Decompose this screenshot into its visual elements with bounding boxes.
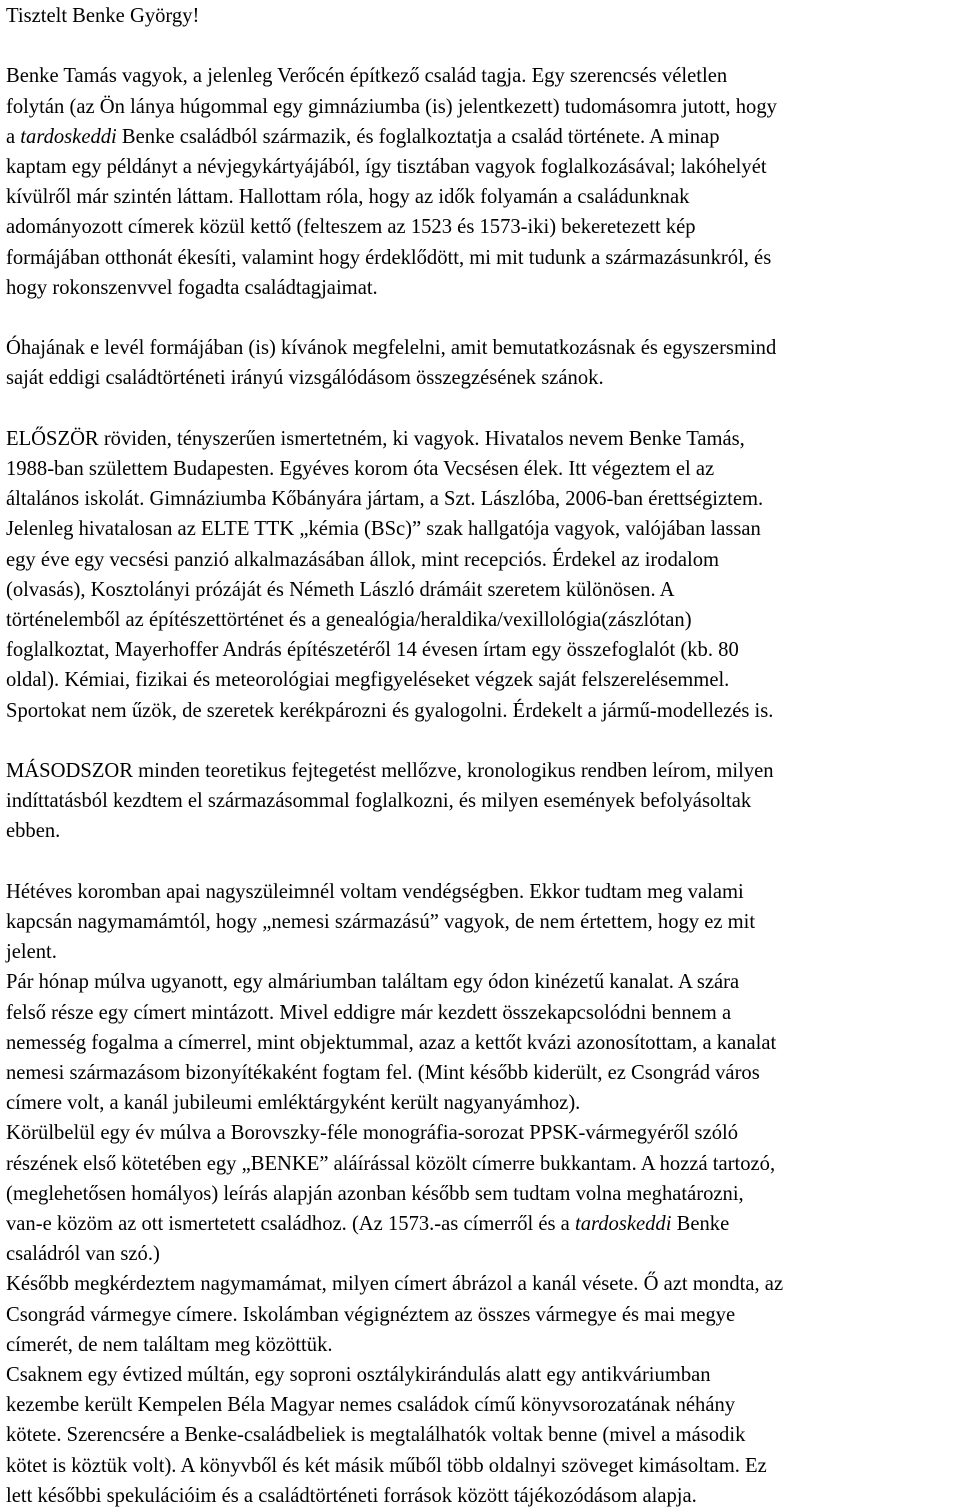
text-line: formájában otthonát ékesíti, valamint hogy érdeklődött, mi mit tudunk a származásunkról, és <box>6 246 772 269</box>
text-line: Körülbelül egy év múlva a Borovszky-féle monográfia-sorozat PPSK-vármegyéről szóló <box>6 1122 739 1145</box>
text-line: 1988-ban születtem Budapesten. Egyéves korom óta Vecsésen élek. Itt végeztem el az <box>6 458 715 480</box>
text-run: a <box>6 125 21 148</box>
text-line: címerét, de nem találtam meg közöttük. <box>6 1333 333 1356</box>
text-line: egy éve egy vecsési panzió alkalmazásában állok, mint recepciós. Érdekel az irodalom <box>6 548 720 571</box>
text-line: jelent. <box>6 941 57 964</box>
text-line: felső része egy címert mintázott. Mivel eddigre már kezdett összekapcsolódni bennem a <box>6 1001 732 1024</box>
text-line: kezembe került Kempelen Béla Magyar nemes családok című könyvsorozatának néhány <box>6 1394 736 1417</box>
paragraph-purpose <box>6 333 956 393</box>
text-line: ebben. <box>6 820 61 843</box>
text-run: Benke családból származik, és foglalkoztatja a család története. A minap <box>116 125 720 148</box>
paragraph-chronology <box>6 877 956 1511</box>
text-line: kaptam egy példányt a névjegykártyájából, így tisztában vagyok foglalkozásával; lakóhelyét <box>6 156 767 178</box>
text-line: (olvasás), Kosztolányi prózáját és Németh László drámáit szeretem különösen. A <box>6 578 675 601</box>
text-line: történelemből az építészettörténet és a genealógia/heraldika/vexillológia(zászlótan) <box>6 609 692 632</box>
text-line: Pár hónap múlva ugyanott, egy almáriumban találtam egy ódon kinézetű kanalat. A szára <box>6 971 740 994</box>
text-line: Csongrád vármegye címere. Iskolámban végignéztem az összes vármegye és mai megye <box>6 1303 736 1326</box>
text-line: folytán (az Ön lánya húgommal egy gimnáziumba (is) jelentkezett) tudomásomra jutott, hogy <box>6 95 777 118</box>
paragraph-introduction <box>6 61 956 303</box>
text-line: kívülről már szintén láttam. Hallottam róla, hogy az idők folyamán a családunknak <box>6 186 690 209</box>
text-line: Sportokat nem űzök, de szeretek kerékpározni és gyalogolni. Érdekelt a jármű-modellezés is. <box>6 699 774 722</box>
paragraph-gap <box>6 726 956 756</box>
text-line: Óhajának e levél formájában (is) kívánok megfelelni, amit bemutatkozásnak és egyszersmind <box>6 337 777 360</box>
text-line: MÁSODSZOR minden teoretikus fejtegetést mellőzve, kronologikus rendben leírom, milyen <box>6 760 774 783</box>
text-line <box>6 1209 956 1239</box>
text-line: hogy rokonszenvvel fogadta családtagjaimat. <box>6 276 378 299</box>
paragraph-gap <box>6 31 956 61</box>
text-line: nemesség fogalma a címerrel, mint objektummal, azaz a kettőt kvázi azonosítottam, a kanalat <box>6 1031 777 1054</box>
text-line: kapcsán nagymamámtól, hogy „nemesi származású” vagyok, de nem értettem, hogy ez mit <box>6 911 756 934</box>
text-line: saját eddigi családtörténeti irányú vizsgálódásom összegzésének szánok. <box>6 367 604 390</box>
paragraph-first-about-me <box>6 424 956 726</box>
text-line: ELŐSZÖR röviden, tényszerűen ismertetném, ki vagyok. Hivatalos nevem Benke Tamás, <box>6 427 745 450</box>
text-line: adományozott címerek közül kettő (felteszem az 1523 és 1573-iki) bekeretezett kép <box>6 216 696 239</box>
italic-place-name: tardoskeddi <box>574 1213 672 1236</box>
text-line <box>6 122 956 152</box>
salutation: Tisztelt Benke György! <box>6 5 200 27</box>
text-line: nemesi származásom bizonyítékaként fogtam fel. (Mint később kiderült, ez Csongrád város <box>6 1062 760 1085</box>
text-line: lett későbbi spekulációim és a családtörténeti források között tájékozódásom alapja. <box>6 1484 697 1507</box>
paragraph-gap <box>6 303 956 333</box>
text-run: van-e közöm az ott ismertetett családhoz. (Az 1573.-as címerről és a <box>6 1213 575 1236</box>
text-line: Hétéves koromban apai nagyszüleimnél voltam vendégségben. Ekkor tudtam meg valami <box>6 880 744 903</box>
text-run: Benke <box>671 1213 730 1236</box>
text-line: Jelenleg hivatalosan az ELTE TTK „kémia (BSc)” szak hallgatója vagyok, valójában lassan <box>6 518 761 541</box>
text-line: (meglehetősen homályos) leírás alapján azonban később sem tudtam volna meghatározni, <box>6 1182 744 1205</box>
paragraph-second-motivation <box>6 756 956 847</box>
italic-place-name: tardoskeddi <box>20 125 117 148</box>
text-line: Később megkérdeztem nagymamámat, milyen címert ábrázol a kanál vésete. Ő azt mondta, az <box>6 1273 784 1296</box>
paragraph-gap <box>6 847 956 877</box>
text-line: oldal). Kémiai, fizikai és meteorológiai megfigyeléseket végzek saját felszerelésemmel. <box>6 669 730 692</box>
text-line: családról van szó.) <box>6 1243 160 1266</box>
paragraph-gap <box>6 394 956 424</box>
text-line: Csaknem egy évtized múltán, egy soproni osztálykirándulás alatt egy antikváriumban <box>6 1364 711 1387</box>
text-line: kötete. Szerencsére a Benke-családbeliek is megtalálhatók voltak benne (mivel a második <box>6 1424 746 1447</box>
text-line: Benke Tamás vagyok, a jelenleg Verőcén építkező család tagja. Egy szerencsés véletlen <box>6 65 728 88</box>
text-line: foglalkoztat, Mayerhoffer András építészetéről 14 évesen írtam egy összefoglalót (kb. 80 <box>6 639 739 662</box>
text-line: címere volt, a kanál jubileumi emléktárgyként került nagyanyámhoz). <box>6 1092 581 1115</box>
text-line: általános iskolát. Gimnáziumba Kőbányára jártam, a Szt. Lászlóba, 2006-ban érettségiztem. <box>6 488 764 511</box>
text-line: indíttatásból kezdtem el származásommal foglalkozni, és milyen események befolyásoltak <box>6 790 752 813</box>
text-line: kötet is köztük volt). A könyvből és két másik műből több oldalnyi szöveget kimásoltam. Ez <box>6 1454 767 1477</box>
text-line: részének első kötetében egy „BENKE” aláírással közölt címerre bukkantam. A hozzá tartozó, <box>6 1152 776 1175</box>
